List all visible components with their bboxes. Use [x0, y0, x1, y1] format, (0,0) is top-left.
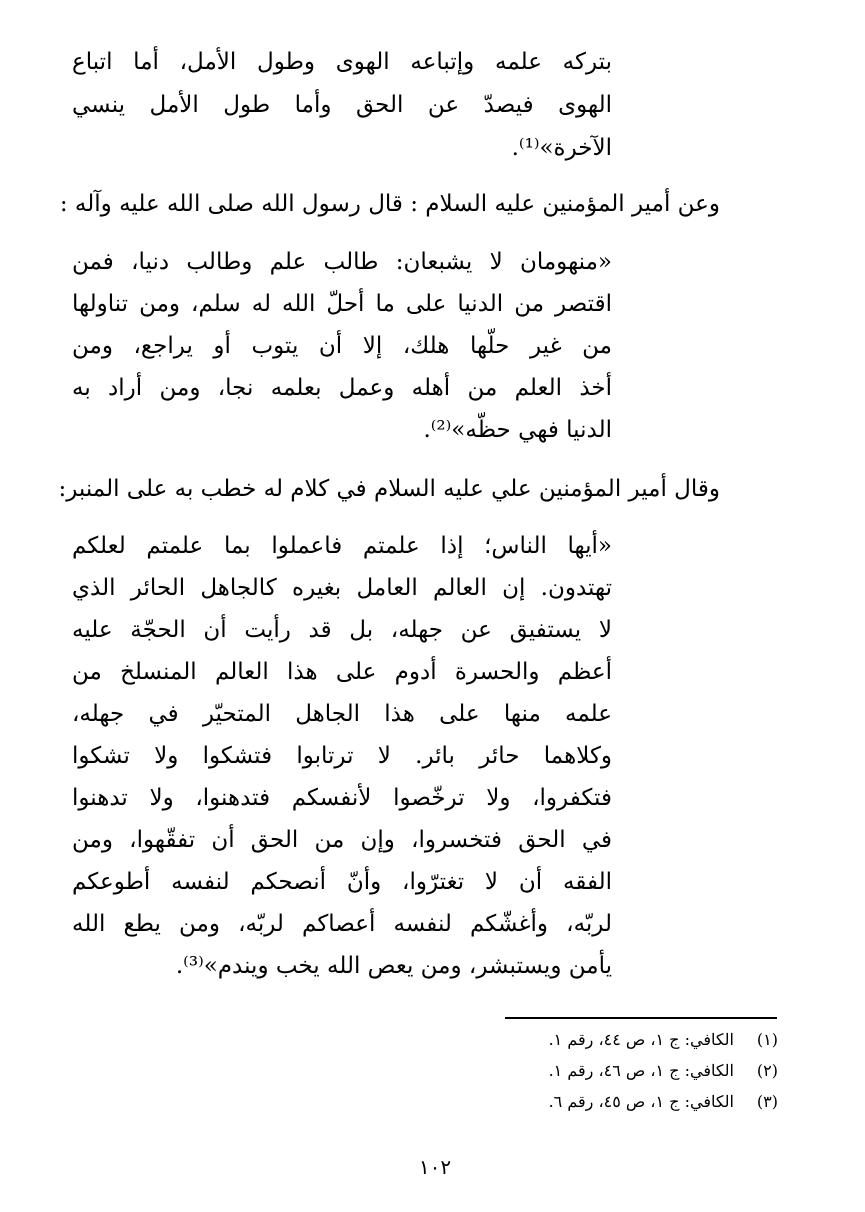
footnote: [549, 1091, 778, 1113]
quote2-line: في الحق فتخسروا، وإن من الحق أن تفقّهوا، ومن: [72, 827, 612, 853]
passage1-line: بتركه علمه وإتباعه الهوى وطول الأمل، أما اتباع: [72, 49, 612, 75]
quote2-line: تهتدون. إن العالم العامل بغيره كالجاهل الحائر الذي: [72, 575, 612, 601]
quote2-line: أعظم والحسرة أدوم على هذا العالم المنسلخ من: [72, 659, 612, 685]
footnote-text: الكافي: ج ١، ص ٤٦، رقم ١.: [548, 1061, 734, 1080]
footnote: [549, 1060, 778, 1082]
quote2-line: وكلاهما حائر بائر. لا ترتابوا فتشكوا ولا تشكوا: [72, 743, 612, 769]
footnote-number: (٣): [756, 1092, 778, 1111]
footnote-text: الكافي: ج ١، ص ٤٤، رقم ١.: [548, 1030, 734, 1049]
passage1-line: الهوى فيصدّ عن الحق وأما طول الأمل ينسي: [72, 92, 612, 118]
footnote-text: الكافي: ج ١، ص ٤٥، رقم ٦.: [548, 1092, 734, 1111]
narration-intro: وعن أمير المؤمنين عليه السلام : قال رسول الله صلى الله عليه وآله :: [59, 191, 720, 217]
quote2-line: يأمن ويستبشر، ومن يعص الله يخب ويندم»⁽³⁾.: [175, 953, 612, 979]
quote1-line: أخذ العلم من أهله وعمل بعلمه نجا، ومن أراد به: [72, 375, 612, 401]
footnote-number: (١): [756, 1030, 778, 1049]
quote2-line: لربّه، وأغشّكم لنفسه أعصاكم لربّه، ومن يطع الله: [72, 911, 612, 937]
quote1-line: اقتصر من الدنيا على ما أحلّ الله له سلم، ومن تناولها: [72, 291, 612, 317]
passage1-line: الآخرة»⁽¹⁾.: [511, 135, 612, 161]
footnote-number: (٢): [756, 1061, 778, 1080]
quote2-line: علمه منها على هذا الجاهل المتحيّر في جهله،: [72, 701, 612, 727]
quote2-line: «أيها الناس؛ إذا علمتم فاعملوا بما علمتم لعلكم: [72, 533, 612, 559]
quote2-line: الفقه أن لا تغترّوا، وأنّ أنصحكم لنفسه أطوعكم: [72, 869, 612, 895]
footnote: [549, 1029, 778, 1051]
quote1-line: من غير حلّها هلك، إلا أن يتوب أو يراجع، ومن: [72, 333, 612, 359]
narration-intro: وقال أمير المؤمنين علي عليه السلام في كلام له خطب به على المنبر:: [58, 476, 720, 502]
page-number: ١٠٢: [418, 1155, 452, 1179]
footnote-divider: [505, 1017, 777, 1019]
quote1-line: الدنيا فهي حظّه»⁽²⁾.: [423, 417, 612, 443]
quote2-line: فتكفروا، ولا ترخّصوا لأنفسكم فتدهنوا، ولا تدهنوا: [72, 785, 612, 811]
quote1-line: «منهومان لا يشبعان: طالب علم وطالب دنيا، فمن: [72, 249, 612, 275]
quote2-line: لا يستفيق عن جهله، بل قد رأيت أن الحجّة عليه: [72, 617, 612, 643]
